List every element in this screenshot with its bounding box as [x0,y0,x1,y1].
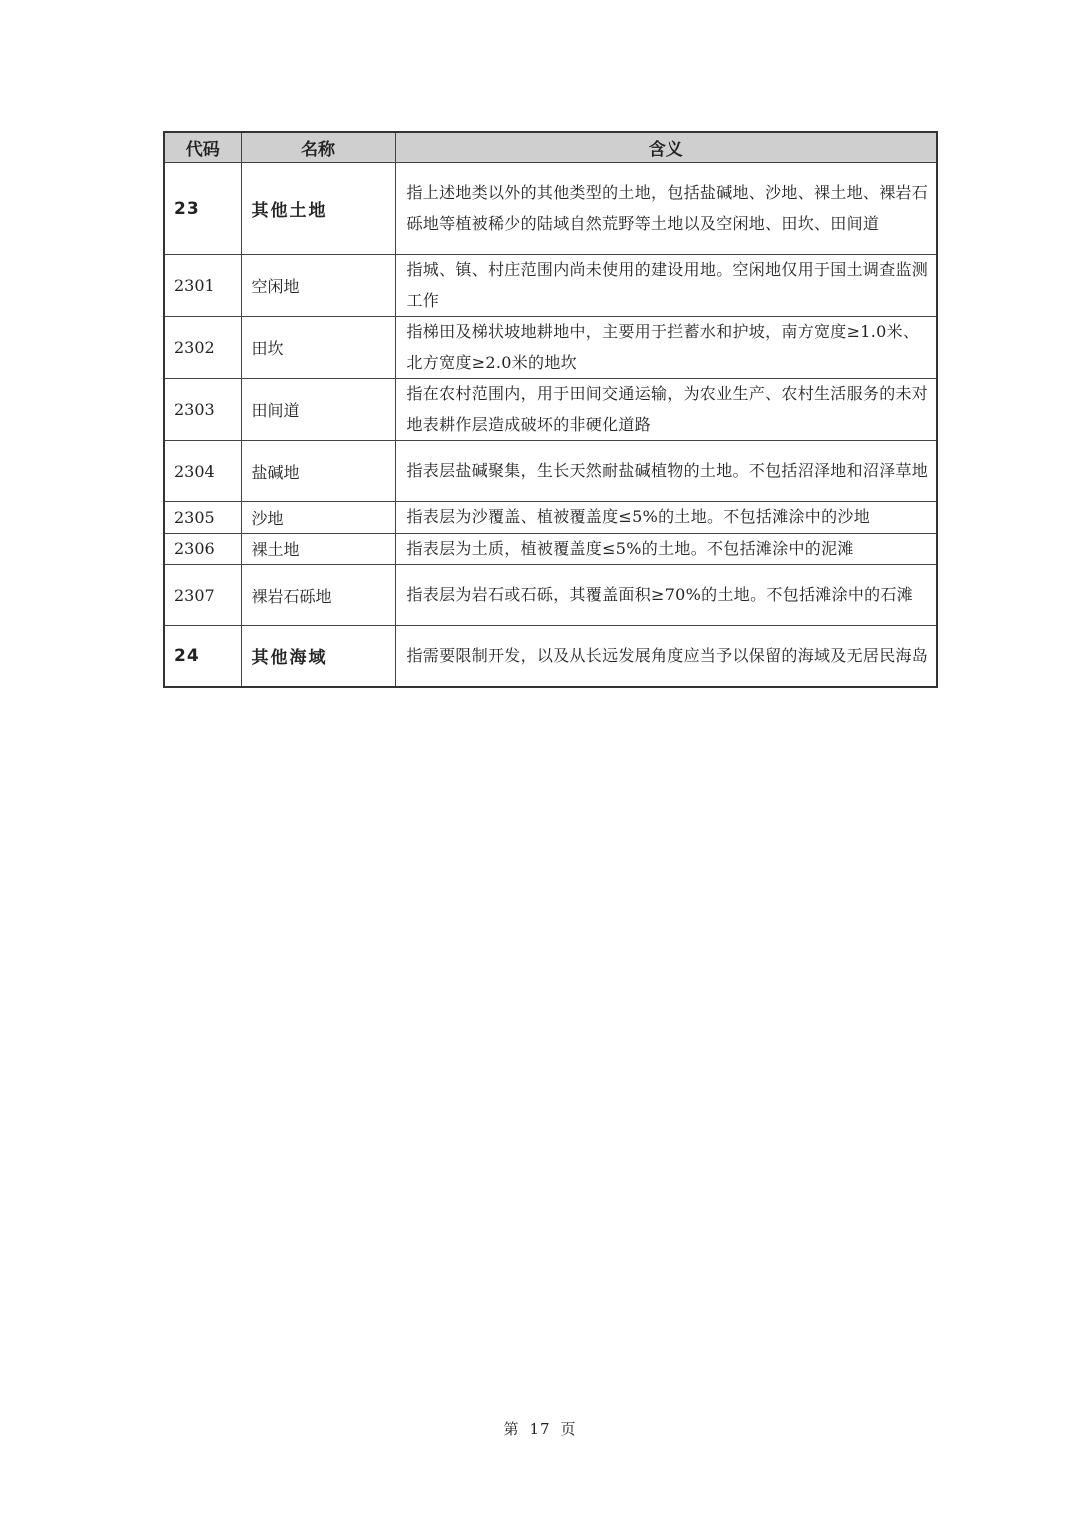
row-code: 24 [164,626,241,687]
page-number-footer [0,1418,1080,1439]
row-code: 2306 [164,533,241,565]
row-meaning: 指城、镇、村庄范围内尚未使用的建设用地。空闲地仅用于国土调查监测工作 [395,255,937,317]
page-number: 17 [529,1420,551,1438]
row-meaning: 指需要限制开发，以及从长远发展角度应当予以保留的海域及无居民海岛 [395,626,937,687]
row-meaning: 指表层为岩石或石砾，其覆盖面积≥70%的土地。不包括滩涂中的石滩 [395,565,937,626]
page-prefix: 第 [503,1420,520,1438]
row-code: 2301 [164,255,241,317]
row-name: 裸土地 [241,533,395,565]
table-row [164,163,937,255]
row-name: 盐碱地 [241,441,395,502]
row-name: 沙地 [241,502,395,534]
row-meaning: 指在农村范围内，用于田间交通运输，为农业生产、农村生活服务的未对地表耕作层造成破坏的非硬化道路 [395,379,937,441]
row-meaning: 指梯田及梯状坡地耕地中，主要用于拦蓄水和护坡，南方宽度≥1.0米、北方宽度≥2.0米的地坎 [395,317,937,379]
row-meaning: 指表层为沙覆盖、植被覆盖度≤5%的土地。不包括滩涂中的沙地 [395,502,937,534]
row-name: 田坎 [241,317,395,379]
row-code: 2305 [164,502,241,534]
table-row [164,379,937,441]
table-row [164,626,937,687]
row-code: 23 [164,163,241,255]
row-meaning: 指表层为土质，植被覆盖度≤5%的土地。不包括滩涂中的泥滩 [395,533,937,565]
row-code: 2304 [164,441,241,502]
row-code: 2307 [164,565,241,626]
row-meaning: 指上述地类以外的其他类型的土地，包括盐碱地、沙地、裸土地、裸岩石砾地等植被稀少的陆域自然荒野等土地以及空闲地、田坎、田间道 [395,163,937,255]
table-row [164,565,937,626]
row-code: 2303 [164,379,241,441]
table-row [164,317,937,379]
table-row [164,441,937,502]
land-classification-table [163,131,938,688]
table-row [164,533,937,565]
page-suffix: 页 [560,1420,577,1438]
row-name: 其他土地 [241,163,395,255]
header-meaning: 含义 [395,132,937,163]
row-meaning: 指表层盐碱聚集，生长天然耐盐碱植物的土地。不包括沼泽地和沼泽草地 [395,441,937,502]
table-row [164,502,937,534]
row-name: 裸岩石砾地 [241,565,395,626]
header-code: 代码 [164,132,241,163]
row-name: 其他海域 [241,626,395,687]
row-name: 空闲地 [241,255,395,317]
row-code: 2302 [164,317,241,379]
row-name: 田间道 [241,379,395,441]
table-row [164,255,937,317]
table-header-row [164,132,937,163]
header-name: 名称 [241,132,395,163]
